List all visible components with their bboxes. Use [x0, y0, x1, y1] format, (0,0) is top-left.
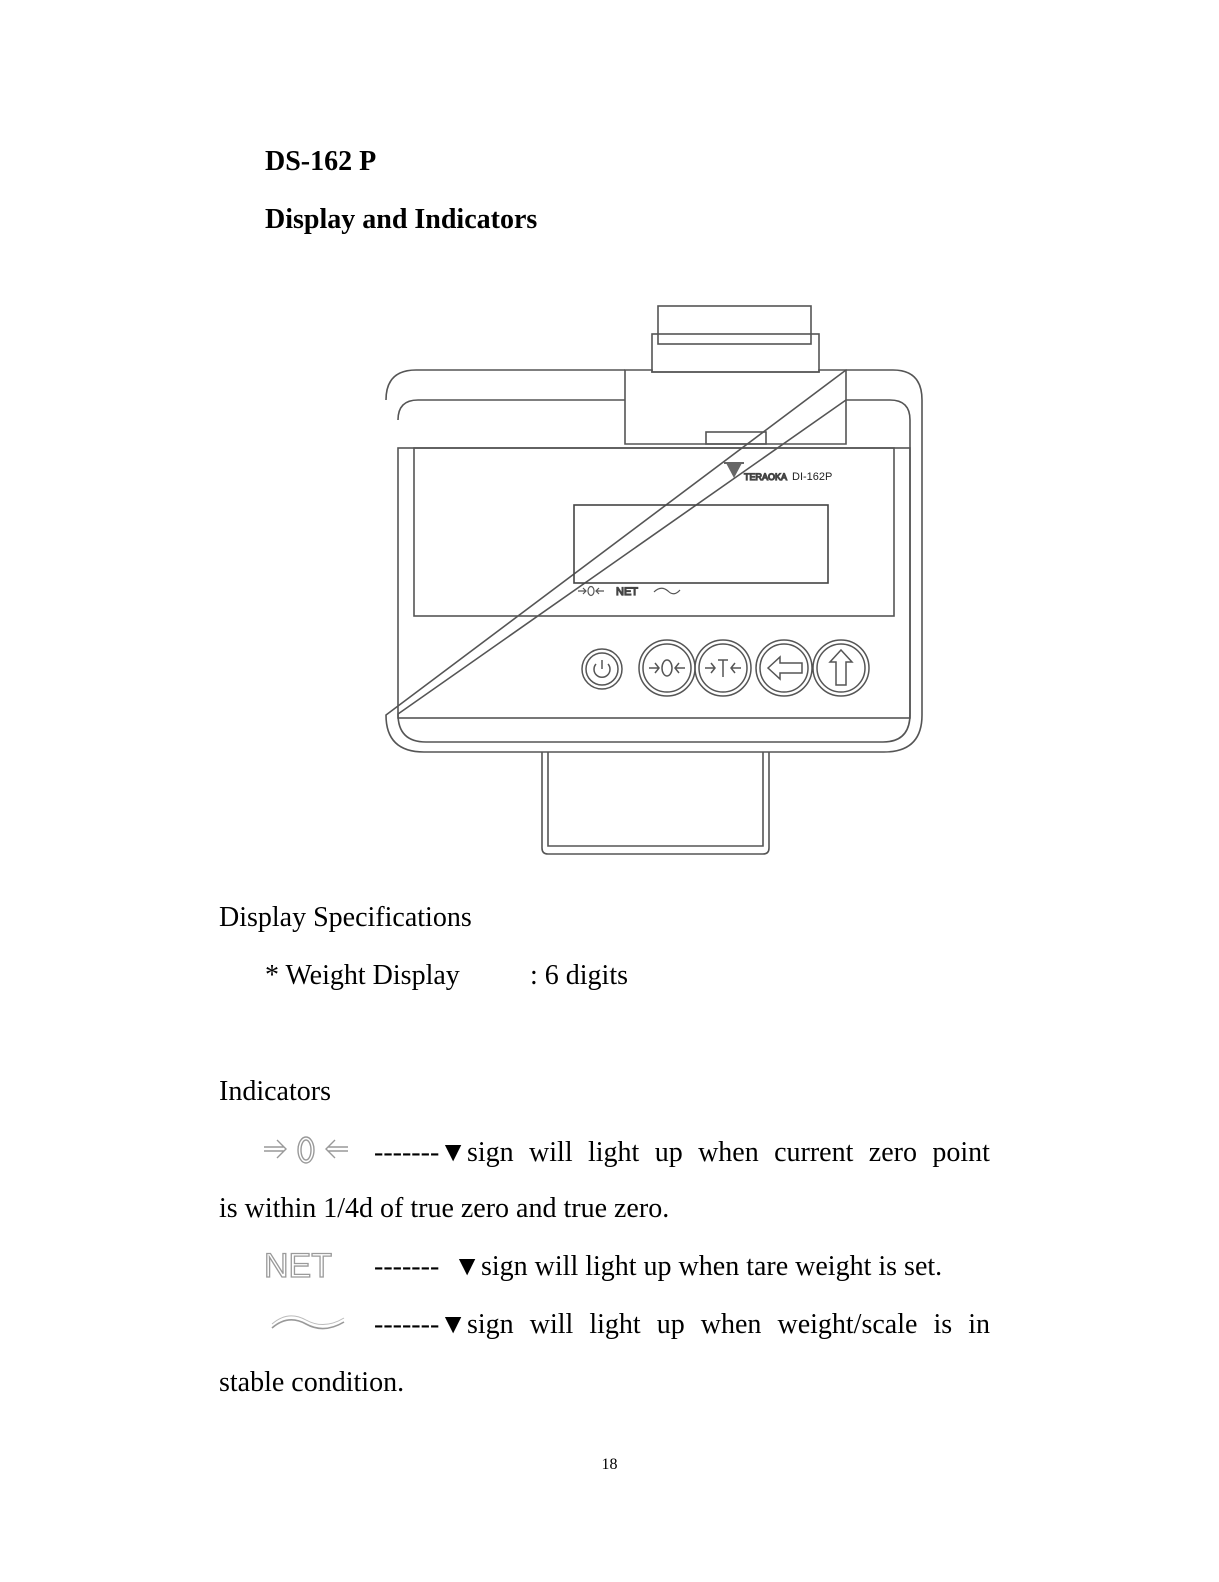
stable-indicator-line1: -------▼sign will light up when weight/scale is in: [374, 1309, 990, 1340]
zero-indicator-line1: -------▼sign will light up when current zero point: [374, 1137, 990, 1168]
up-arrow-icon: [830, 650, 852, 685]
indicators-heading: Indicators: [219, 1076, 331, 1107]
device-model-label: DI-162P: [792, 471, 833, 483]
stable-indicator-line2: stable condition.: [219, 1367, 405, 1398]
svg-text:NET: NET: [264, 1247, 332, 1282]
lcd-zero-icon: [578, 587, 604, 596]
power-icon: [594, 660, 610, 677]
brand-logo-text: TERAOKA: [744, 472, 788, 482]
up-arrow-button[interactable]: [813, 640, 869, 696]
net-indicator-icon: [262, 1246, 344, 1282]
tare-button[interactable]: [695, 640, 751, 696]
stable-indicator-icon: [270, 1312, 346, 1338]
section-title: Display and Indicators: [265, 204, 538, 235]
zero-button[interactable]: [639, 640, 695, 696]
lcd-net-label: NET: [616, 586, 638, 598]
display-specs-heading: Display Specifications: [219, 902, 472, 933]
weight-display-label: * Weight Display: [265, 960, 460, 991]
left-arrow-button[interactable]: [756, 640, 812, 696]
net-indicator-line1: ------- ▼sign will light up when tare weight is set.: [374, 1251, 943, 1282]
tare-icon: [705, 660, 741, 677]
lcd-stable-icon: [654, 588, 680, 594]
left-arrow-icon: [768, 657, 802, 679]
zero-indicator-icon: [262, 1134, 350, 1168]
weight-display-value: : 6 digits: [530, 960, 629, 991]
zero-icon: [649, 660, 685, 676]
page-number: 18: [601, 1456, 618, 1473]
power-button[interactable]: [582, 649, 622, 689]
zero-indicator-line2: is within 1/4d of true zero and true zero.: [219, 1193, 670, 1224]
model-title: DS-162 P: [265, 146, 377, 177]
device-illustration: [378, 300, 928, 860]
